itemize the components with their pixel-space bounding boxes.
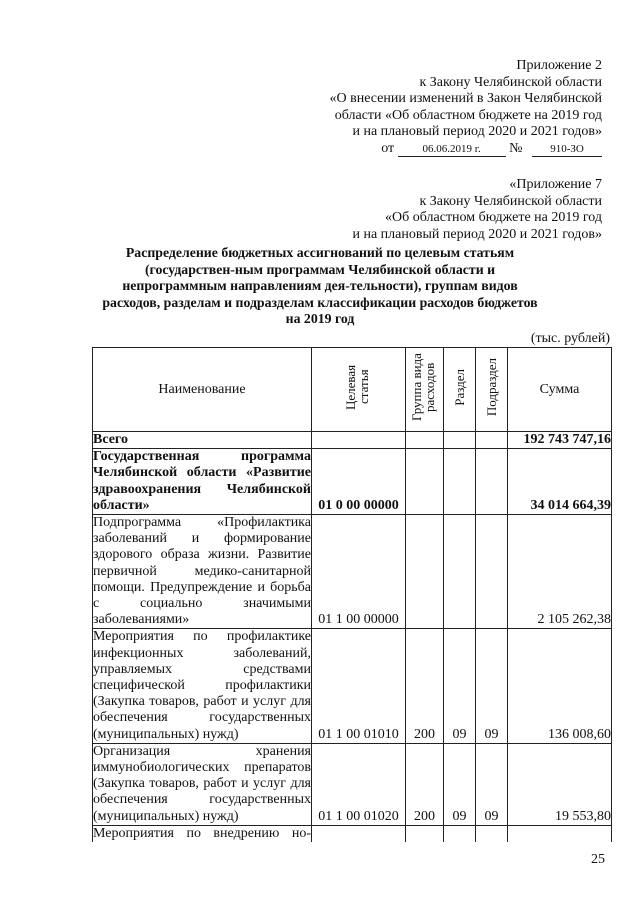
appendix-7-header	[352, 177, 602, 243]
row-name: Всего	[93, 432, 312, 449]
row-group: 200	[406, 743, 444, 825]
appendix-2-line: области «Об областном бюджете на 2019 год	[334, 107, 602, 123]
row-sum: 34 014 664,39	[508, 449, 612, 515]
row-target: 01 1 00 01010	[312, 629, 406, 743]
row-section	[444, 515, 476, 629]
from-label: от	[381, 140, 395, 156]
row-target	[312, 825, 406, 842]
row-target: 01 0 00 00000	[312, 449, 406, 515]
row-section	[444, 432, 476, 449]
row-target	[312, 432, 406, 449]
row-target: 01 1 00 00000	[312, 515, 406, 629]
row-name: Подпрограмма «Профилактика заболеваний и формирование здорового образа жизни. Развитие первичной медико-санитарной помощи. Предупреждение и борьба с социально значимыми заболеваниями»	[93, 515, 311, 628]
header-group: Группа вида расходов	[406, 348, 444, 432]
table-row	[93, 629, 612, 743]
header-sum: Сумма	[508, 348, 612, 432]
table-row	[93, 825, 612, 842]
appendix-2-line: Приложение 2	[516, 58, 602, 73]
law-number: 910-ЗО	[532, 143, 602, 157]
header-name: Наименование	[93, 348, 312, 432]
page-number: 25	[591, 852, 605, 867]
table-header-row	[93, 348, 612, 432]
appendix-7-line: к Закону Челябинской области	[419, 193, 602, 209]
budget-table	[92, 347, 612, 842]
row-name: Государственная программа Челябинской области «Развитие здравоохранения Челябинской области»	[93, 449, 311, 513]
row-sum: 136 008,60	[508, 629, 612, 743]
appendix-2-line: и на плановый период 2020 и 2021 годов»	[352, 124, 602, 139]
table-row	[93, 515, 612, 629]
row-section	[444, 449, 476, 515]
header-subsection: Подраздел	[476, 348, 508, 432]
appendix-2-line: к Закону Челябинской области	[419, 74, 602, 90]
appendix-2-header	[330, 58, 603, 157]
row-name: Организация хранения иммунобиологических препаратов (Закупка товаров, работ и услуг для обеспечения государственных (муниципальных) нужд)	[93, 743, 311, 824]
table-row	[93, 743, 612, 825]
row-name: Мероприятия по профилактике инфекционных заболеваний, управляемых средствами специфической профилактики (Закупка товаров, работ и услуг для обеспечения государственных (муниципальных) нужд)	[93, 629, 311, 742]
row-subsection	[476, 825, 508, 842]
row-group	[406, 449, 444, 515]
appendix-7-line: и на плановый период 2020 и 2021 годов»	[352, 226, 602, 242]
row-sum: 2 105 262,38	[508, 515, 612, 629]
table-row	[93, 449, 612, 515]
row-subsection	[476, 515, 508, 629]
header-target: Целевая статья	[312, 348, 406, 432]
row-sum	[508, 825, 612, 842]
row-section: 09	[444, 629, 476, 743]
row-subsection: 09	[476, 743, 508, 825]
row-group	[406, 432, 444, 449]
row-group	[406, 515, 444, 629]
row-section: 09	[444, 743, 476, 825]
row-sum: 192 743 747,16	[508, 432, 612, 449]
row-name: Мероприятия по внедрению но-	[93, 825, 311, 841]
row-section	[444, 825, 476, 842]
table-row	[93, 432, 612, 449]
number-label: №	[509, 140, 523, 156]
row-group	[406, 825, 444, 842]
row-target: 01 1 00 01020	[312, 743, 406, 825]
header-section: Раздел	[444, 348, 476, 432]
document-title: Распределение бюджетных ассигнований по целевым статьям (государствен-ным программам Челябинской области и непрограммным направлениям дея-тельности), группам видов расходов, разделам и подразделам классификации расходов бюджетов на 2019 год	[102, 245, 538, 326]
law-date: 06.06.2019 г.	[398, 143, 506, 157]
appendix-2-line: «О внесении изменений в Закон Челябинской	[329, 91, 602, 106]
row-group: 200	[406, 629, 444, 743]
appendix-7-line: «Об областном бюджете на 2019 год	[385, 210, 602, 225]
row-subsection	[476, 432, 508, 449]
row-subsection	[476, 449, 508, 515]
units-label: (тыс. рублей)	[530, 331, 610, 346]
appendix-7-line: «Приложение 7	[509, 177, 602, 192]
appendix-2-date-line	[330, 141, 603, 158]
row-subsection: 09	[476, 629, 508, 743]
row-sum: 19 553,80	[508, 743, 612, 825]
